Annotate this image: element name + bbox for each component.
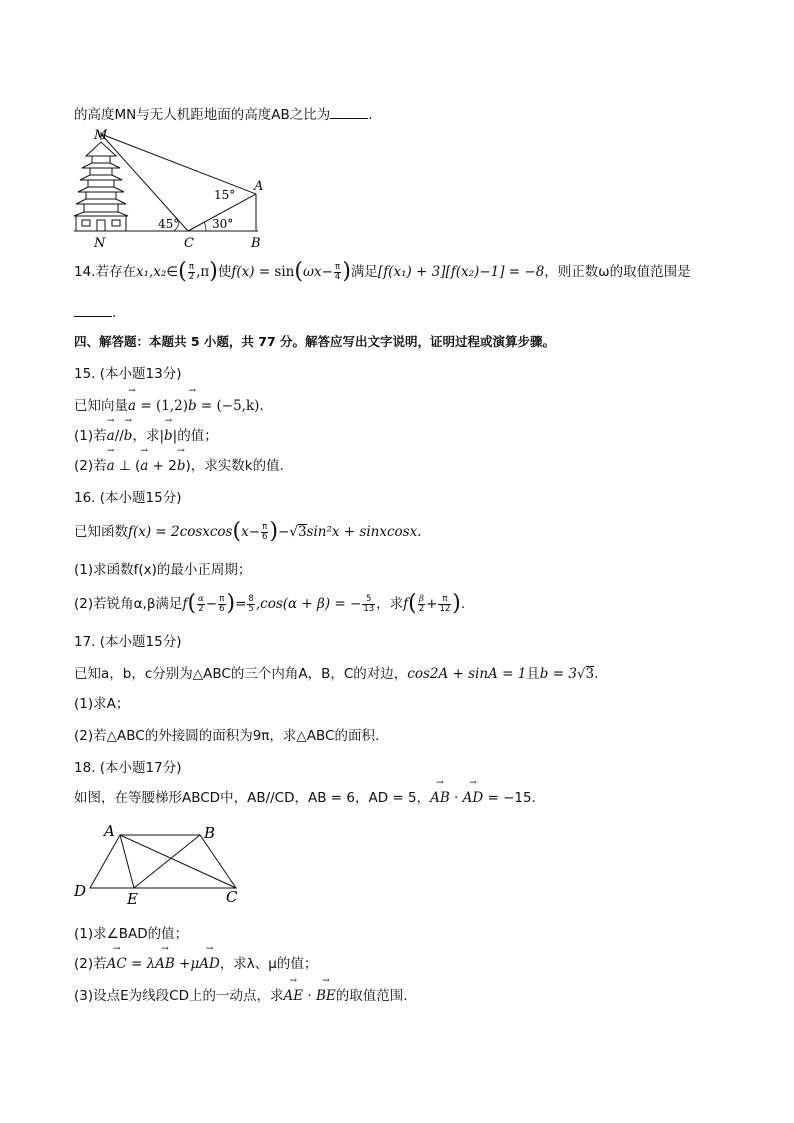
q16-given: 已知函数f(x) = 2cosxcos(x− $\frac{\pi}{6}$ )−√3sin²x + sinxcosx. [74,519,422,544]
label-N: N [94,236,106,250]
q17-part1: (1)求A； [74,696,130,712]
q18-part3: (3)设点E为线段CD上的一动点，求→ AE · → BE的取值范围. [74,986,408,1006]
q17-given: 已知a，b，c分别为△ABC的三个内角A，B，C的对边，cos2A + sinA = 1且b = 3√3. [74,666,599,682]
line-AE [120,835,134,888]
q18-part1: (1)求∠BAD的值； [74,926,189,942]
q15-part1: (1)若→ a//→ b，求|→ b|的值； [74,426,218,446]
q17-part2: (2)若△ABC的外接圆的面积为9π，求△ABC的面积. [74,728,380,744]
line-BE [134,835,200,888]
pagoda-icon [74,132,128,231]
q16-head: 16. (本小题15分) [74,490,182,506]
answer-blank [330,104,368,119]
label-E: E [127,890,138,908]
label-A: A [104,822,115,840]
q18-head: 18. (本小题17分) [74,760,182,776]
q17-head: 17. (本小题15分) [74,634,182,650]
q14-blank-line: . [74,302,116,323]
label-C: C [184,236,194,250]
angle-45: 45° [158,217,180,231]
q13-tail: 的高度MN与无人机距地面的高度AB之比为 . [74,104,373,125]
q16-part1: (1)求函数f(x)的最小正周期； [74,562,252,578]
trapezoid-figure [70,820,250,908]
q15-given: 已知向量→ a = (1,2)→ b = (−5,k). [74,396,264,416]
answer-blank [74,302,112,317]
trapezoid-ABCD [90,835,236,888]
label-B: B [204,824,216,842]
q14-line: 14.若存在x₁,x₂∈( $\frac{\pi}{2}$ ,π)使f(x) = sin(ωx− $\frac{\pi}{4}$ )满足[f(x₁) + 3][f(x₂)−1] = −8，则正数ω的取值范围是 [74,259,691,284]
section-heading: 四、解答题：本题共 5 小题，共 77 分。解答应写出文字说明，证明过程或演算步骤。 [74,334,556,349]
label-B: B [251,236,261,250]
angle-15: 15° [214,188,236,202]
q16-part2: (2)若锐角α,β满足f( $\frac{\alpha}{2}$ − $\frac{\pi}{6}$ )= $\frac{8}{5}$ ,cos(α + β) = − $\frac{5}{13}$ ，求f( $\frac{\beta}{2}$ + $\frac{\pi}{12}$ ). [74,591,466,616]
q18-given: 如图，在等腰梯形ABCD中，AB//CD，AB = 6，AD = 5，→ AB · → AD = −15. [74,788,536,808]
label-M: M [94,128,108,143]
label-A: A [254,179,264,194]
q15-part2: (2)若→ a ⊥ (→ a + 2→ b)，求实数k的值. [74,456,284,476]
label-D: D [74,882,87,900]
line-MA [101,134,256,194]
q18-part2: (2)若→ AC = λ→ AB +μ→ AD，求λ、μ的值； [74,954,317,974]
tower-figure [70,126,270,250]
angle-30: 30° [212,217,234,231]
q15-head: 15. (本小题13分) [74,366,182,382]
label-C: C [226,888,238,906]
